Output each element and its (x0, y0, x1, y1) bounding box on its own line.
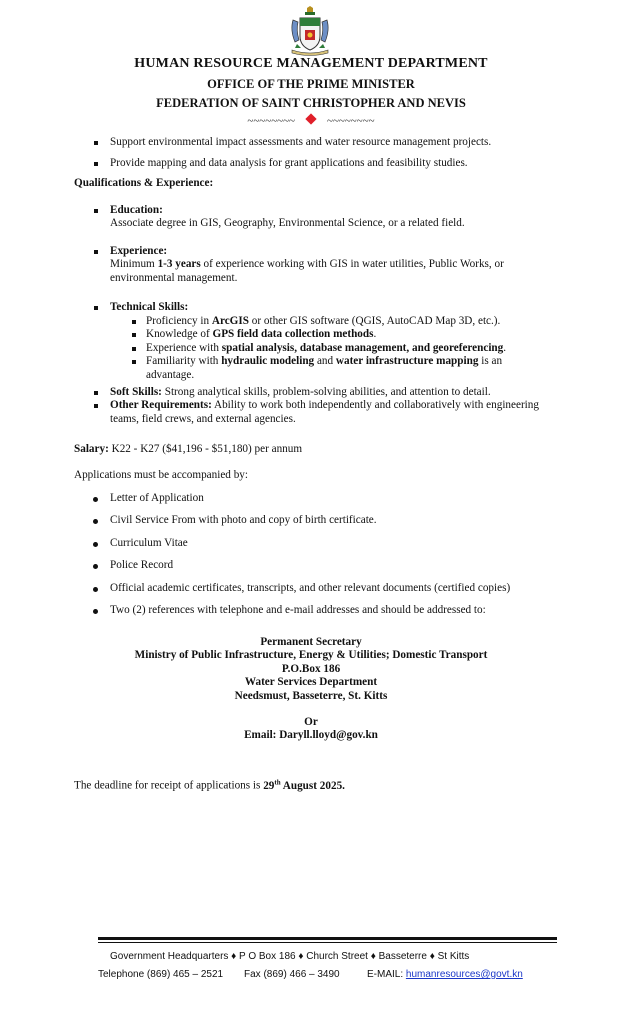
footer-email: E-MAIL: humanresources@govt.kn (367, 969, 523, 980)
footer-rule-thick (98, 937, 557, 940)
other-requirements-item: Other Requirements: Ability to work both independently and collaboratively with engineering teams, field crews, and external agencies. (110, 399, 550, 426)
footer-address: Government Headquarters ♦ P O Box 186 ♦ Church Street ♦ Basseterre ♦ St Kitts (110, 951, 470, 962)
tech-skill-item: Familiarity with hydraulic modeling and water infrastructure mapping is an advantage. (146, 355, 546, 382)
application-item: Two (2) references with telephone and e-mail addresses and should be addressed to: (110, 604, 580, 617)
technical-skills-item (110, 301, 550, 314)
technical-skills-list (146, 315, 546, 382)
duty-item: Support environmental impact assessments and water resource management projects. (110, 136, 580, 149)
address-po-box: P.O.Box 186 (281, 662, 341, 675)
footer-fax: Fax (869) 466 – 3490 (244, 969, 340, 980)
soft-skills-item: Soft Skills: Strong analytical skills, problem-solving abilities, and attention to detail. (110, 386, 550, 399)
duties-list (110, 136, 580, 171)
experience-label: Experience: (110, 245, 168, 257)
tech-skill-item: Knowledge of GPS field data collection methods. (146, 328, 546, 341)
footer-rule-thin (98, 942, 557, 943)
salary-value: K22 - K27 ($41,196 - $51,180) per annum (108, 443, 303, 455)
salary-label: Salary: (74, 443, 109, 455)
application-item: Letter of Application (110, 492, 580, 505)
coat-of-arms-icon (287, 6, 333, 56)
footer-email-link[interactable]: humanresources@govt.kn (405, 969, 523, 980)
office-title: OFFICE OF THE PRIME MINISTER (207, 77, 415, 91)
divider-tilde-right: ~~~~~~~~ (327, 115, 375, 127)
salary-line (74, 443, 302, 456)
technical-label: Technical Skills: (110, 301, 189, 313)
address-department: Water Services Department (244, 676, 378, 689)
qualifications-heading: Qualifications & Experience: (74, 177, 214, 189)
address-recipient: Permanent Secretary (260, 636, 362, 648)
department-title: HUMAN RESOURCE MANAGEMENT DEPARTMENT (134, 56, 488, 71)
address-ministry: Ministry of Public Infrastructure, Energy & Utilities; Domestic Transport (134, 649, 488, 662)
address-email: Email: Daryll.lloyd@gov.kn (244, 729, 378, 742)
address-block (0, 636, 622, 743)
federation-title: FEDERATION OF SAINT CHRISTOPHER AND NEVIS (156, 96, 466, 110)
header-divider (0, 115, 622, 127)
application-item: Official academic certificates, transcripts, and other relevant documents (certified copies) (110, 582, 580, 595)
applications-list (110, 492, 580, 617)
application-item: Curriculum Vitae (110, 537, 580, 550)
soft-skills-list (110, 386, 550, 426)
diamond-icon (305, 113, 316, 124)
education-text: Associate degree in GIS, Geography, Environmental Science, or a related field. (110, 217, 465, 230)
experience-item (110, 245, 550, 285)
application-item: Police Record (110, 559, 580, 572)
applications-intro: Applications must be accompanied by: (74, 469, 248, 481)
duty-item: Provide mapping and data analysis for grant applications and feasibility studies. (110, 157, 580, 170)
deadline-line: The deadline for receipt of applications is 29th August 2025. (74, 778, 345, 792)
experience-text: Minimum 1-3 years of experience working with GIS in water utilities, Public Works, or environmental management. (110, 258, 504, 284)
footer-telephone: Telephone (869) 465 – 2521 (98, 969, 224, 980)
address-or: Or (304, 716, 318, 729)
application-item: Civil Service From with photo and copy of birth certificate. (110, 514, 580, 527)
address-location: Needsmust, Basseterre, St. Kitts (234, 689, 388, 702)
tech-skill-item: Experience with spatial analysis, database management, and georeferencing. (146, 342, 546, 355)
tech-skill-item: Proficiency in ArcGIS or other GIS software (QGIS, AutoCAD Map 3D, etc.). (146, 315, 546, 328)
education-label: Education: (110, 204, 163, 216)
education-item (110, 204, 580, 231)
divider-tilde-left: ~~~~~~~~ (247, 115, 295, 127)
